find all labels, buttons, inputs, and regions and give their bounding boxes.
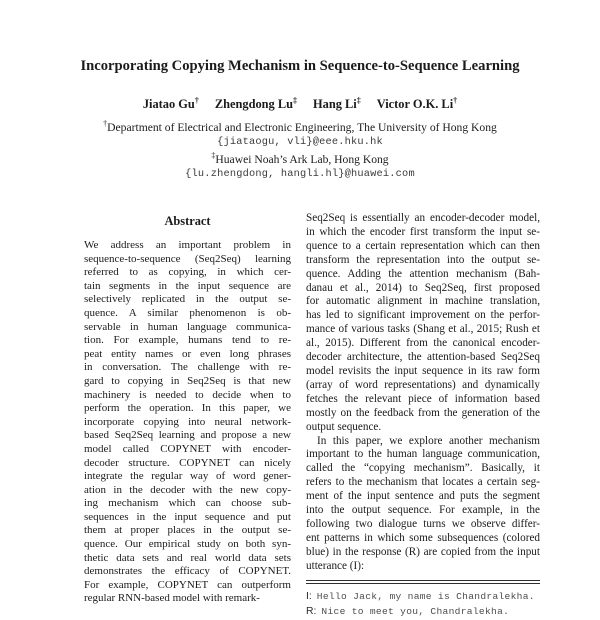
body-line: In this paper, we explore another mechanism <box>317 434 540 447</box>
abstract-heading: Abstract <box>164 214 211 228</box>
author <box>377 94 457 111</box>
affiliation-line <box>0 149 600 167</box>
body-paragraph-1 <box>306 212 540 435</box>
author-affiliation-marker: † <box>453 96 458 105</box>
abstract-line: model called COPYNET with encoder- <box>84 442 291 455</box>
author-affiliation-marker: ‡ <box>356 96 361 105</box>
abstract-line: ing mechanism which can choose sub- <box>84 497 291 510</box>
body-line: called the “copying mechanism”. Basically, it <box>306 462 540 475</box>
body-line: model revisits the input sequence in its raw form <box>306 364 540 377</box>
dialogue-turn-label: R: <box>306 606 317 618</box>
affiliation-email: {lu.zhengdong, hangli.hl}@huawei.com <box>185 168 415 181</box>
author-affiliation-marker: † <box>194 96 199 105</box>
body-paragraph-2 <box>306 435 540 574</box>
author-name: Zhengdong Lu <box>214 97 293 112</box>
abstract-line: thetic data sets and real world data sets <box>84 551 291 564</box>
abstract-line: decoder structure. COPYNET can nicely <box>84 456 291 469</box>
body-line: transform the representation into the output se- <box>306 253 540 266</box>
affiliation <box>0 149 600 181</box>
abstract-line: machinery is needed to decide when to <box>84 388 291 401</box>
abstract-line: perform the operation. In this paper, we <box>84 402 291 415</box>
body-line: blue) in the response (R) are copied from the input <box>306 545 540 558</box>
abstract-line: tion. For example, humans tend to re- <box>84 334 291 347</box>
affiliation-marker: ‡ <box>211 151 216 161</box>
abstract-line: in conversation. The challenge with re- <box>84 361 291 374</box>
affiliation-email: {jiataogu, vli}@eee.hku.hk <box>217 136 383 149</box>
author-name: Hang Li <box>313 97 357 112</box>
abstract-line: sequence-to-sequence (Seq2Seq) learning <box>84 252 291 265</box>
body-line: into the output sequence. For example, in the <box>306 504 540 517</box>
body-line: Seq2Seq is essentially an encoder-decoder model, <box>306 212 540 224</box>
abstract-line: referred to as copying, in which cer- <box>84 266 291 279</box>
abstract-line: selectively replicated in the output se- <box>84 293 291 306</box>
abstract-line: them at proper places in the output se- <box>84 524 291 537</box>
abstract-line: integrate the regular way of word gener- <box>84 470 291 483</box>
body-line: ent patterns in which some subsequences (colored <box>306 531 540 544</box>
dialogue-turn-label: I: <box>306 590 312 602</box>
body-line: mance of various tasks (Shang et al., 2015; Rush et <box>306 323 540 336</box>
affiliation-block <box>0 117 600 182</box>
dialogue-turn-text: Hello Jack, my name is Chandralekha. <box>316 590 535 602</box>
body-line: quence. Adding the attention mechanism (Bah- <box>306 267 540 280</box>
body-line: in which the encoder first transform the input se- <box>306 225 540 238</box>
body-line: (array of word representations) and dynamically <box>306 378 540 391</box>
body-line: for automatic alignment in machine translation, <box>306 295 540 308</box>
paper-header <box>0 58 600 182</box>
body-line: utterance (I): <box>306 559 365 572</box>
left-column <box>75 214 300 606</box>
abstract-line: quence. Our empirical study on both syn- <box>84 538 291 551</box>
author-affiliation-marker: ‡ <box>293 96 297 105</box>
dialogue-separator-rule <box>306 580 540 584</box>
abstract-line: ation in the decoder with the new copy- <box>84 483 291 496</box>
affiliation-line <box>0 117 600 135</box>
dialogue-example <box>306 589 540 620</box>
affiliation <box>0 117 600 149</box>
affiliation-name: Department of Electrical and Electronic Engineering, The University of Hong Kong <box>107 120 497 134</box>
body-line: danau et al., 2014) to Seq2Seq, first proposed <box>306 281 540 294</box>
dialogue-turn-text: Nice to meet you, Chandralekha. <box>321 606 510 618</box>
body-line: important to the human language communication, <box>306 448 540 461</box>
abstract-line: regular RNN-based model with remark- <box>84 592 260 605</box>
dialogue-turn <box>306 604 540 620</box>
author <box>143 94 199 111</box>
body-line: refers to the mechanism that locates a certain seg- <box>306 476 540 489</box>
body-line: has led to significant improvement on the perfor- <box>306 309 540 322</box>
dialogue-turn <box>306 589 540 605</box>
affiliation-marker: † <box>103 119 108 129</box>
body-line: quence to a certain representation which can then <box>306 239 540 252</box>
abstract-line: based Seq2Seq learning and propose a new <box>84 429 291 442</box>
body-line: ment of the input sentence and puts the segment <box>306 490 540 503</box>
author <box>215 94 297 111</box>
author <box>313 94 361 111</box>
abstract-line: quence. A similar phenomenon is ob- <box>84 306 291 319</box>
body-line: decoder architecture, the attention-based Seq2Seq <box>306 351 540 364</box>
abstract-line: demonstrates the efficacy of COPYNET. <box>84 565 291 578</box>
abstract-line: servable in human language communica- <box>84 320 291 333</box>
abstract-line: incorporate copying into neural network- <box>84 415 291 428</box>
body-line: following two dialogue turns we observe differ- <box>306 517 540 530</box>
author-name: Victor O.K. Li <box>376 97 454 112</box>
body-line: mostly on the feedback from the generation of the <box>306 406 540 419</box>
abstract-line: We address an important problem in <box>84 239 291 251</box>
abstract-paragraph <box>84 239 291 606</box>
affiliation-name: Huawei Noah’s Ark Lab, Hong Kong <box>215 153 389 167</box>
abstract-line: gard to copying in Seq2Seq is that new <box>84 374 291 387</box>
abstract-line: For example, COPYNET can outperform <box>84 578 291 591</box>
paper-title: Incorporating Copying Mechanism in Sequence-to-Sequence Learning <box>80 58 520 74</box>
abstract-line: sequences in the input sequence and put <box>84 510 291 523</box>
author-name: Jiatao Gu <box>142 97 195 112</box>
abstract-line: peat entity names or even long phrases <box>84 347 291 360</box>
body-line: fetches the relevant piece of information based <box>306 392 540 405</box>
author-line <box>0 94 600 111</box>
abstract-line: tain segments in the input sequence are <box>84 279 291 292</box>
body-line: al., 2015). Different from the canonical encoder- <box>306 337 540 350</box>
body-line: output sequence. <box>306 420 382 433</box>
right-column <box>306 212 540 620</box>
